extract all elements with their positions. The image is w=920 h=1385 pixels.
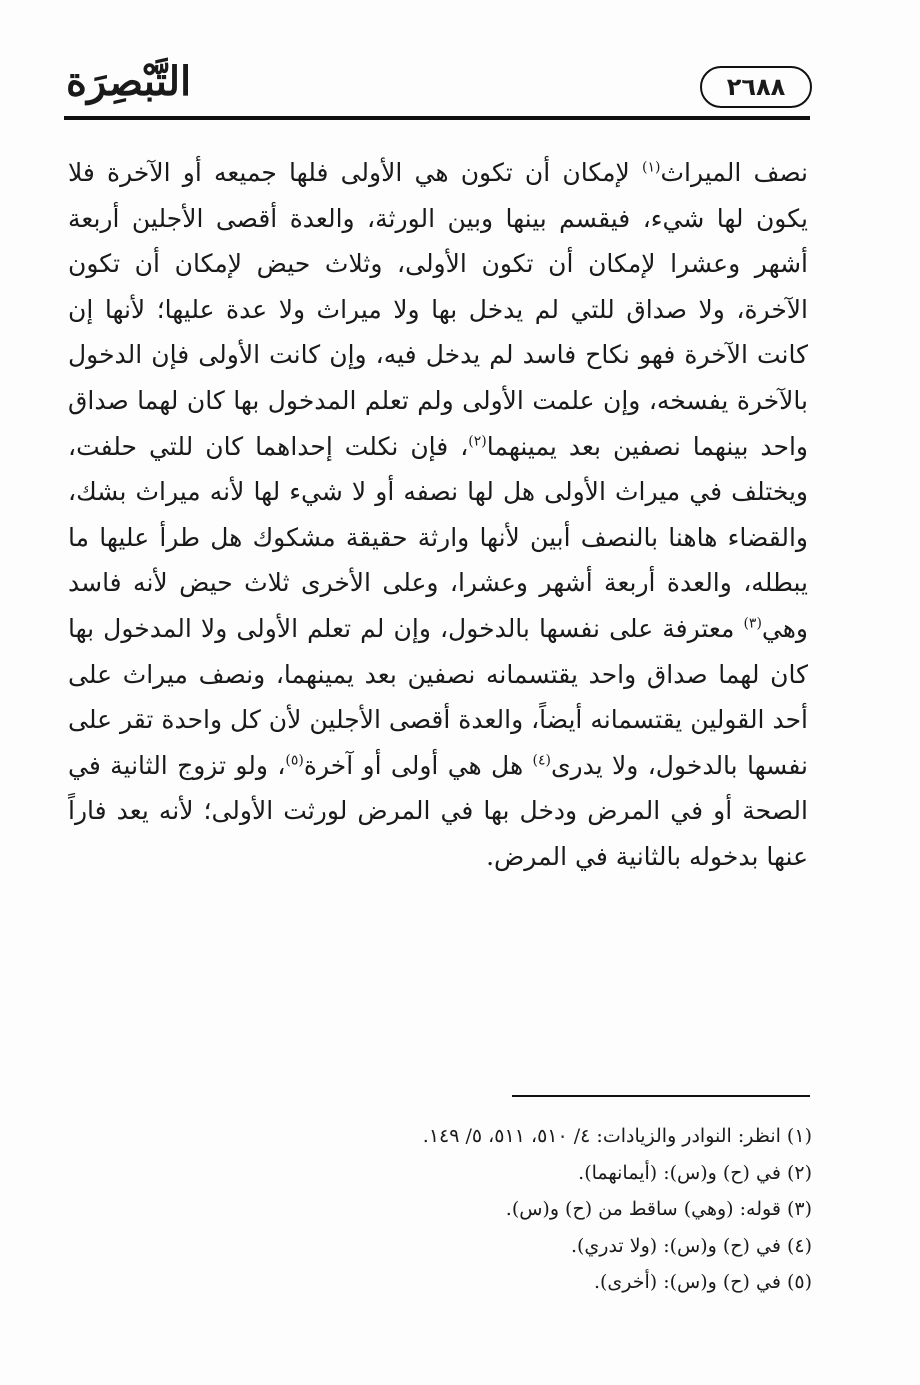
text-segment: ، فإن نكلت إحداهما كان للتي حلفت، ويختلف في ميراث الأولى هل لها نصفه أو لا شيء لها لأنه ميراث بشك، والقضاء هاهنا بالنصف أبين لأنها وارثة حقيقة مشكوك هل طرأ عليها ما يبطله، والعدة أربعة أشهر وعشرا، وعلى الأخرى ثلاث حيض لأنه فاسد وهي <box>68 431 808 643</box>
footnote-4: (٤) في (ح) و(س): (ولا تدري). <box>570 1234 812 1257</box>
footnote-ref-4[interactable]: (٤) <box>532 752 551 769</box>
footnote-ref-1[interactable]: (١) <box>642 159 661 176</box>
footnote-5: (٥) في (ح) و(س): (أخرى). <box>593 1271 812 1293</box>
footnote-ref-5[interactable]: (٥) <box>285 752 304 769</box>
footnote-ref-2[interactable]: (٢) <box>468 433 487 450</box>
footnote-separator <box>512 1095 810 1097</box>
footnote-2: (٢) في (ح) و(س): (أيمانهما). <box>578 1161 812 1184</box>
text-segment: معترفة على نفسها بالدخول، وإن لم تعلم الأولى ولا المدخول بها كان لهما صداق واحد يقتسمانه نصفين بعد يمينهما، ونصف ميراث على أحد القولين يقتسمانه أيضاً، والعدة أقصى الأجلين لأن كل واحدة تقر على نفسها بالدخول، ولا يدرى <box>68 613 809 780</box>
header-rule <box>64 116 810 120</box>
page-number: ٢٦٨٨ <box>726 73 786 101</box>
main-text <box>68 150 808 880</box>
text-segment: هل هي أولى أو آخرة <box>303 750 533 780</box>
page-header <box>60 52 812 124</box>
footnote-3: (٣) قوله: (وهي) ساقط من (ح) و(س). <box>505 1198 812 1220</box>
text-segment: نصف الميراث <box>660 158 808 187</box>
footnotes <box>212 1118 812 1301</box>
page-number-badge <box>700 66 812 108</box>
footnote-ref-3[interactable]: (٣) <box>743 615 762 632</box>
book-title: التَّبْصِرَة <box>66 58 192 105</box>
footnote-1: (١) انظر: النوادر والزيادات: ٤/ ٥١٠، ٥١١، ٥/ ١٤٩. <box>422 1125 812 1147</box>
text-segment: ، ولو تزوج الثانية في الصحة أو في المرض ودخل بها في المرض لورثت الأولى؛ لأنه يعد فاراً عنها بدخوله بالثانية في المرض. <box>68 750 808 871</box>
body-paragraph <box>68 150 808 880</box>
text-segment: لإمكان أن تكون هي الأولى فلها جميعه أو الآخرة فلا يكون لها شيء، فيقسم بينها وبين الورثة، والعدة أقصى الأجلين أربعة أشهر وعشرا لإمكان أن تكون الأولى، وثلاث حيض لإمكان أن تكون الآخرة، ولا صداق للتي لم يدخل بها ولا ميراث ولا عدة عليها؛ لأنها إن كانت الآخرة فهو نكاح فاسد لم يدخل فيه، وإن كانت الأولى فإن الدخول بالآخرة يفسخه، وإن علمت الأولى ولم تعلم المدخول بها كان لهما صداق واحد بينهما نصفين بعد يمينهما <box>68 158 808 461</box>
